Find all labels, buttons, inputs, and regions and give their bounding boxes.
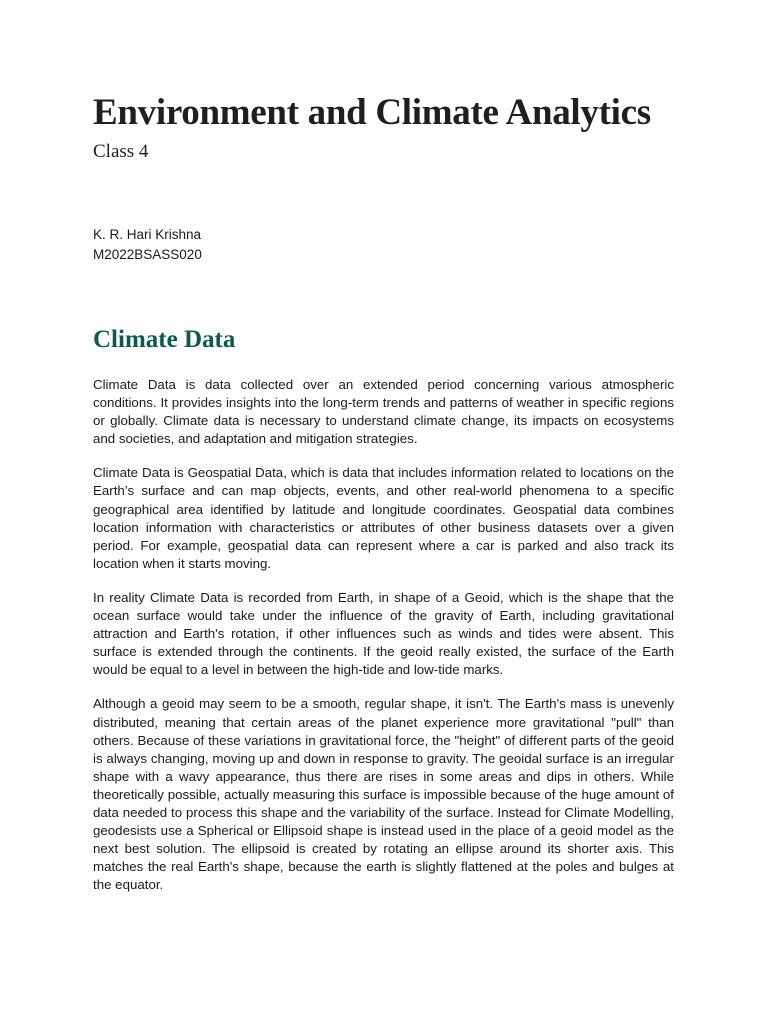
paragraph: Climate Data is data collected over an extended period concerning various atmospheric conditions. It provides insights into the long-term trends and patterns of weather in specific regions or globally. Climate data is necessary to understand climate change, its impacts on ecosystems and societies, and adaptation and mitigation strategies. [93, 377, 674, 447]
document-subtitle: Class 4 [93, 141, 149, 162]
document-title: Environment and Climate Analytics [93, 92, 651, 133]
paragraph: Climate Data is Geospatial Data, which is data that includes information related to locations on the Earth’s surface and can map objects, events, and other real-world phenomena to a specific geographical area identified by latitude and longitude coordinates. Geospatial data combines location information with characteristics or attributes of other business datasets over a given period. For example, geospatial data can represent where a car is parked and also track its location when it starts moving. [93, 465, 674, 571]
paragraph: In reality Climate Data is recorded from Earth, in shape of a Geoid, which is the shape that the ocean surface would take under the influence of the gravity of Earth, including gravitational attraction and Earth's rotation, if other influences such as winds and tides were absent. This surface is extended through the continents. If the geoid really existed, the surface of the Earth would be equal to a level in between the high-tide and low-tide marks. [93, 589, 674, 678]
author-name: K. R. Hari Krishna [93, 227, 202, 242]
author-block [93, 225, 202, 265]
section-heading: Climate Data [93, 326, 236, 353]
paragraph: Although a geoid may seem to be a smooth, regular shape, it isn't. The Earth's mass is unevenly distributed, meaning that certain areas of the planet experience more gravitational "pull" than others. Because of these variations in gravitational force, the "height" of different parts of the geoid is always changing, moving up and down in response to gravity. The geoidal surface is an irregular shape with a wavy appearance, thus there are rises in some areas and dips in others. While theoretically possible, actually measuring this surface is impossible because of the huge amount of data needed to process this shape and the variability of the surface. Instead for Climate Modelling, geodesists use a Spherical or Ellipsoid shape is instead used in the place of a geoid model as the next best solution. The ellipsoid is created by rotating an ellipse around its shorter axis. This matches the real Earth's shape, because the earth is slightly flattened at the poles and bulges at the equator. [93, 696, 674, 893]
section-body [93, 376, 674, 894]
author-id: M2022BSASS020 [93, 247, 202, 262]
